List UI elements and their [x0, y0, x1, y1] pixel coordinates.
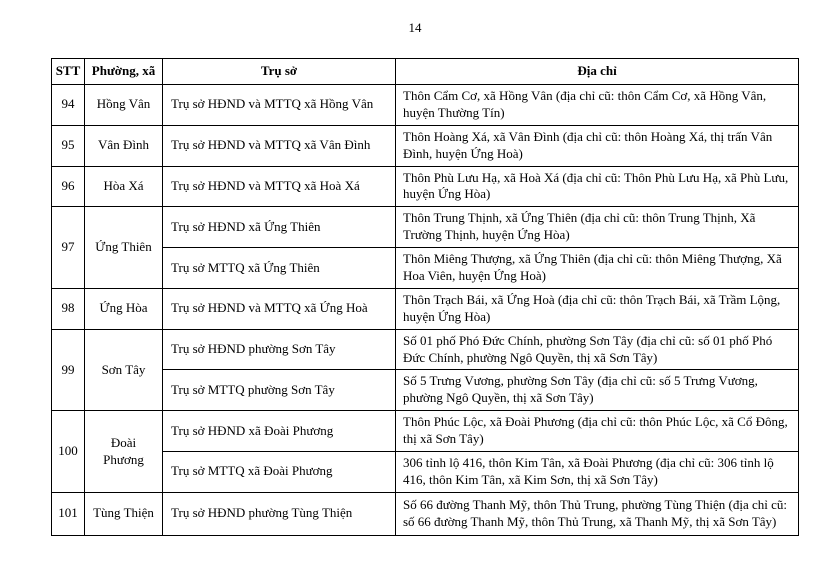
office-cell: Trụ sở HĐND và MTTQ xã Ứng Hoà [163, 288, 396, 329]
table-row [52, 125, 799, 166]
address-cell: Số 5 Trưng Vương, phường Sơn Tây (địa chỉ cũ: số 5 Trưng Vương, phường Ngô Quyền, thị xã Sơn Tây) [396, 370, 799, 411]
header-stt: STT [52, 59, 85, 85]
address-cell: Thôn Cẩm Cơ, xã Hồng Vân (địa chỉ cũ: thôn Cẩm Cơ, xã Hồng Vân, huyện Thường Tín) [396, 85, 799, 126]
stt-cell: 95 [52, 125, 85, 166]
office-address-table [51, 58, 799, 536]
office-cell: Trụ sở HĐND và MTTQ xã Vân Đình [163, 125, 396, 166]
address-cell: Thôn Phù Lưu Hạ, xã Hoà Xá (địa chỉ cũ: Thôn Phù Lưu Hạ, xã Phù Lưu, huyện Ứng Hòa) [396, 166, 799, 207]
office-cell: Trụ sở HĐND xã Đoài Phương [163, 411, 396, 452]
table-row [52, 492, 799, 535]
header-ward: Phường, xã [85, 59, 163, 85]
office-cell: Trụ sở HĐND xã Ứng Thiên [163, 207, 396, 248]
table-row [52, 288, 799, 329]
ward-cell: Hồng Vân [85, 85, 163, 126]
ward-cell: Vân Đình [85, 125, 163, 166]
office-cell: Trụ sở HĐND phường Tùng Thiện [163, 492, 396, 535]
stt-cell: 101 [52, 492, 85, 535]
address-cell: 306 tỉnh lộ 416, thôn Kim Tân, xã Đoài Phương (địa chỉ cũ: 306 tỉnh lộ 416, thôn Kim Tân, xã Kim Sơn, thị xã Sơn Tây) [396, 452, 799, 493]
address-cell: Số 66 đường Thanh Mỹ, thôn Thủ Trung, phường Tùng Thiện (địa chỉ cũ: số 66 đường Thanh Mỹ, thôn Thủ Trung, xã Thanh Mỹ, thị xã Sơn Tây) [396, 492, 799, 535]
table-subrow [52, 452, 799, 493]
address-cell: Thôn Miêng Thượng, xã Ứng Thiên (địa chỉ cũ: thôn Miêng Thượng, Xã Hoa Viên, huyện Ứng Hoà) [396, 248, 799, 289]
ward-cell: Ứng Thiên [85, 207, 163, 289]
address-cell: Thôn Trung Thịnh, xã Ứng Thiên (địa chỉ cũ: thôn Trung Thịnh, Xã Trường Thịnh, huyện Ứng Hòa) [396, 207, 799, 248]
ward-cell: Ứng Hòa [85, 288, 163, 329]
ward-cell: Hòa Xá [85, 166, 163, 207]
stt-cell: 96 [52, 166, 85, 207]
stt-cell: 94 [52, 85, 85, 126]
office-cell: Trụ sở HĐND phường Sơn Tây [163, 329, 396, 370]
office-cell: Trụ sở HĐND và MTTQ xã Hoà Xá [163, 166, 396, 207]
table-subrow [52, 370, 799, 411]
stt-cell: 97 [52, 207, 85, 289]
table-row [52, 411, 799, 452]
stt-cell: 98 [52, 288, 85, 329]
office-cell: Trụ sở MTTQ xã Đoài Phương [163, 452, 396, 493]
table-row [52, 166, 799, 207]
table-row [52, 85, 799, 126]
header-address: Địa chỉ [396, 59, 799, 85]
address-cell: Thôn Hoàng Xá, xã Vân Đình (địa chỉ cũ: thôn Hoàng Xá, thị trấn Vân Đình, huyện Ứng Hoà) [396, 125, 799, 166]
office-cell: Trụ sở HĐND và MTTQ xã Hồng Vân [163, 85, 396, 126]
stt-cell: 99 [52, 329, 85, 411]
ward-cell: Tùng Thiện [85, 492, 163, 535]
table-header-row [52, 59, 799, 85]
office-cell: Trụ sở MTTQ phường Sơn Tây [163, 370, 396, 411]
stt-cell: 100 [52, 411, 85, 493]
office-cell: Trụ sở MTTQ xã Ứng Thiên [163, 248, 396, 289]
table-row [52, 329, 799, 370]
ward-cell: Sơn Tây [85, 329, 163, 411]
address-cell: Số 01 phố Phó Đức Chính, phường Sơn Tây (địa chỉ cũ: số 01 phố Phó Đức Chính, phường Ngô Quyền, thị xã Sơn Tây) [396, 329, 799, 370]
table-row [52, 207, 799, 248]
address-cell: Thôn Trạch Bái, xã Ứng Hoà (địa chỉ cũ: thôn Trạch Bái, xã Trầm Lộng, huyện Ứng Hòa) [396, 288, 799, 329]
address-cell: Thôn Phúc Lộc, xã Đoài Phương (địa chỉ cũ: thôn Phúc Lộc, xã Cổ Đông, thị xã Sơn Tây) [396, 411, 799, 452]
ward-cell: Đoài Phương [85, 411, 163, 493]
table-subrow [52, 248, 799, 289]
page-number: 14 [408, 20, 422, 35]
header-office: Trụ sở [163, 59, 396, 85]
